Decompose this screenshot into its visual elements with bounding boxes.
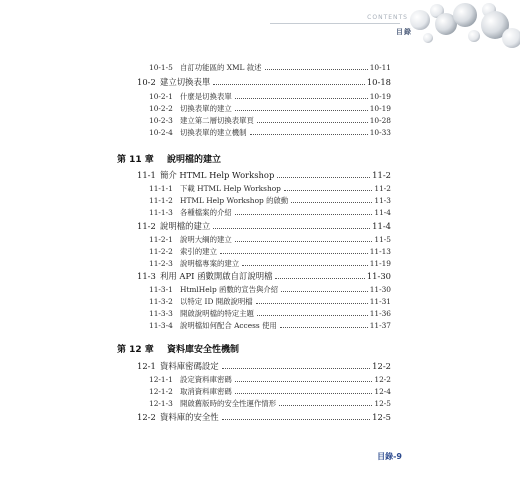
toc-section[interactable] [137, 220, 391, 232]
dot-leader [235, 393, 373, 394]
toc-entry[interactable] [149, 195, 391, 206]
dot-leader [275, 278, 364, 279]
toc-entry[interactable] [149, 103, 391, 114]
dot-leader [235, 110, 368, 111]
toc-entry[interactable] [149, 374, 391, 385]
entry-number: 11-3-2 [149, 297, 173, 306]
entry-number: 10-2-4 [149, 128, 173, 137]
section-title: 簡介 HTML Help Workshop [160, 170, 275, 180]
chapter-title: 說明檔的建立 [166, 155, 221, 165]
entry-page: 10-11 [369, 63, 391, 72]
entry-number: 11-2-2 [149, 247, 173, 256]
dot-leader [213, 84, 365, 85]
dot-leader [265, 69, 368, 70]
section-page: 12-5 [372, 412, 391, 422]
entry-page: 11-37 [369, 321, 391, 330]
entry-number: 11-1-2 [149, 196, 173, 205]
entry-title: HTML Help Workshop 的啟動 [180, 196, 289, 205]
entry-title: 開啟舊版時的安全性運作情形 [180, 399, 277, 408]
entry-number: 10-1-5 [149, 63, 173, 72]
chapter-number: 第 11 章 [117, 155, 154, 165]
entry-number: 11-2-3 [149, 259, 173, 268]
dot-leader [277, 177, 370, 178]
entry-title: 自訂功能區的 XML 敘述 [180, 63, 262, 72]
toc-section[interactable] [137, 76, 391, 88]
entry-title: 以特定 ID 開啟說明檔 [180, 297, 253, 306]
section-page: 12-2 [372, 361, 391, 371]
toc-section[interactable] [137, 270, 391, 282]
entry-title: 設定資料庫密碼 [180, 375, 232, 384]
entry-title: 索引的建立 [180, 247, 217, 256]
entry-title: 建立第二層切換表單頁 [180, 116, 254, 125]
entry-page: 11-4 [374, 208, 391, 217]
header-title: 目錄 [396, 28, 412, 36]
entry-page: 12-5 [374, 399, 391, 408]
entry-page: 11-5 [374, 235, 391, 244]
section-title: 說明檔的建立 [160, 221, 211, 231]
dot-leader [220, 253, 368, 254]
contents-label: CONTENTS [367, 14, 408, 21]
dot-leader [222, 419, 371, 420]
toc-entry[interactable] [149, 246, 391, 257]
entry-page: 10-19 [369, 92, 391, 101]
dot-leader [257, 315, 368, 316]
dot-leader [291, 202, 372, 203]
entry-title: 各種檔案的介紹 [180, 208, 232, 217]
entry-title: 下載 HTML Help Workshop [180, 184, 281, 193]
entry-number: 12-1-3 [149, 399, 173, 408]
entry-page: 12-2 [374, 375, 391, 384]
entry-page: 11-31 [369, 297, 391, 306]
toc-entry[interactable] [149, 234, 391, 245]
toc-entry[interactable] [149, 398, 391, 409]
section-number: 11-3 [137, 271, 156, 281]
dot-leader [250, 134, 368, 135]
toc-entry[interactable] [149, 320, 391, 331]
toc-entry[interactable] [149, 386, 391, 397]
entry-number: 10-2-2 [149, 104, 173, 113]
entry-number: 11-3-4 [149, 321, 173, 330]
entry-number: 10-2-1 [149, 92, 173, 101]
dot-leader [280, 327, 368, 328]
dot-leader [235, 381, 373, 382]
dot-leader [213, 228, 370, 229]
toc-entry[interactable] [149, 296, 391, 307]
dot-leader [257, 122, 368, 123]
page-number: 目錄-9 [377, 452, 402, 461]
dot-leader [242, 265, 368, 266]
entry-number: 11-1-3 [149, 208, 173, 217]
section-page: 10-18 [366, 77, 391, 87]
section-page: 11-30 [366, 271, 391, 281]
entry-number: 10-2-3 [149, 116, 173, 125]
entry-page: 12-4 [374, 387, 391, 396]
chapter-number: 第 12 章 [117, 345, 154, 355]
toc-entry[interactable] [149, 207, 391, 218]
entry-number: 11-1-1 [149, 184, 173, 193]
entry-number: 11-3-3 [149, 309, 173, 318]
entry-title: 切換表單的建立 [180, 104, 232, 113]
toc-entry[interactable] [149, 183, 391, 194]
toc-entry[interactable] [149, 308, 391, 319]
dot-leader [235, 214, 373, 215]
entry-page: 11-30 [369, 285, 391, 294]
section-title: 資料庫的安全性 [160, 412, 219, 422]
section-number: 11-1 [137, 170, 156, 180]
section-number: 12-1 [137, 361, 156, 371]
entry-page: 10-28 [369, 116, 391, 125]
section-number: 12-2 [137, 412, 156, 422]
dot-leader [256, 303, 368, 304]
section-title: 建立切換表單 [160, 77, 211, 87]
toc-section[interactable] [137, 169, 391, 181]
entry-page: 10-19 [369, 104, 391, 113]
entry-title: 說明檔專案的建立 [180, 259, 240, 268]
toc-entry[interactable] [149, 127, 391, 138]
toc-entry[interactable] [149, 258, 391, 269]
entry-number: 12-1-1 [149, 375, 173, 384]
toc-entry[interactable] [149, 284, 391, 295]
entry-title: 說明檔如何配合 Access 使用 [180, 321, 277, 330]
entry-title: HtmlHelp 函數的宣告與介紹 [180, 285, 279, 294]
toc-section[interactable] [137, 360, 391, 372]
toc-entry[interactable] [149, 91, 391, 102]
entry-page: 11-3 [374, 196, 391, 205]
entry-title: 開啟說明檔的特定主題 [180, 309, 254, 318]
entry-title: 說明大綱的建立 [180, 235, 232, 244]
toc-section[interactable] [137, 411, 391, 423]
chapter-heading[interactable] [117, 152, 221, 165]
entry-page: 11-19 [369, 259, 391, 268]
entry-number: 11-3-1 [149, 285, 173, 294]
entry-number: 11-2-1 [149, 235, 173, 244]
entry-title: 切換表單的建立機制 [180, 128, 247, 137]
entry-number: 12-1-2 [149, 387, 173, 396]
section-title: 利用 API 函數開啟自訂說明檔 [160, 271, 273, 281]
toc-entry[interactable] [149, 115, 391, 126]
dot-leader [235, 241, 373, 242]
dot-leader [281, 291, 368, 292]
entry-page: 11-13 [369, 247, 391, 256]
toc-entry[interactable] [149, 62, 391, 73]
entry-page: 10-33 [369, 128, 391, 137]
entry-title: 取消資料庫密碼 [180, 387, 232, 396]
chapter-title: 資料庫安全性機制 [166, 345, 239, 355]
dot-leader [222, 368, 371, 369]
dot-leader [235, 98, 368, 99]
section-number: 11-2 [137, 221, 156, 231]
section-page: 11-2 [372, 170, 391, 180]
entry-page: 11-2 [374, 184, 391, 193]
section-page: 11-4 [372, 221, 391, 231]
section-title: 資料庫密碼設定 [160, 361, 219, 371]
chapter-heading[interactable] [117, 342, 239, 355]
section-number: 10-2 [137, 77, 156, 87]
entry-title: 什麼是切換表單 [180, 92, 232, 101]
dot-leader [284, 190, 373, 191]
dot-leader [279, 405, 372, 406]
entry-page: 11-36 [369, 309, 391, 318]
